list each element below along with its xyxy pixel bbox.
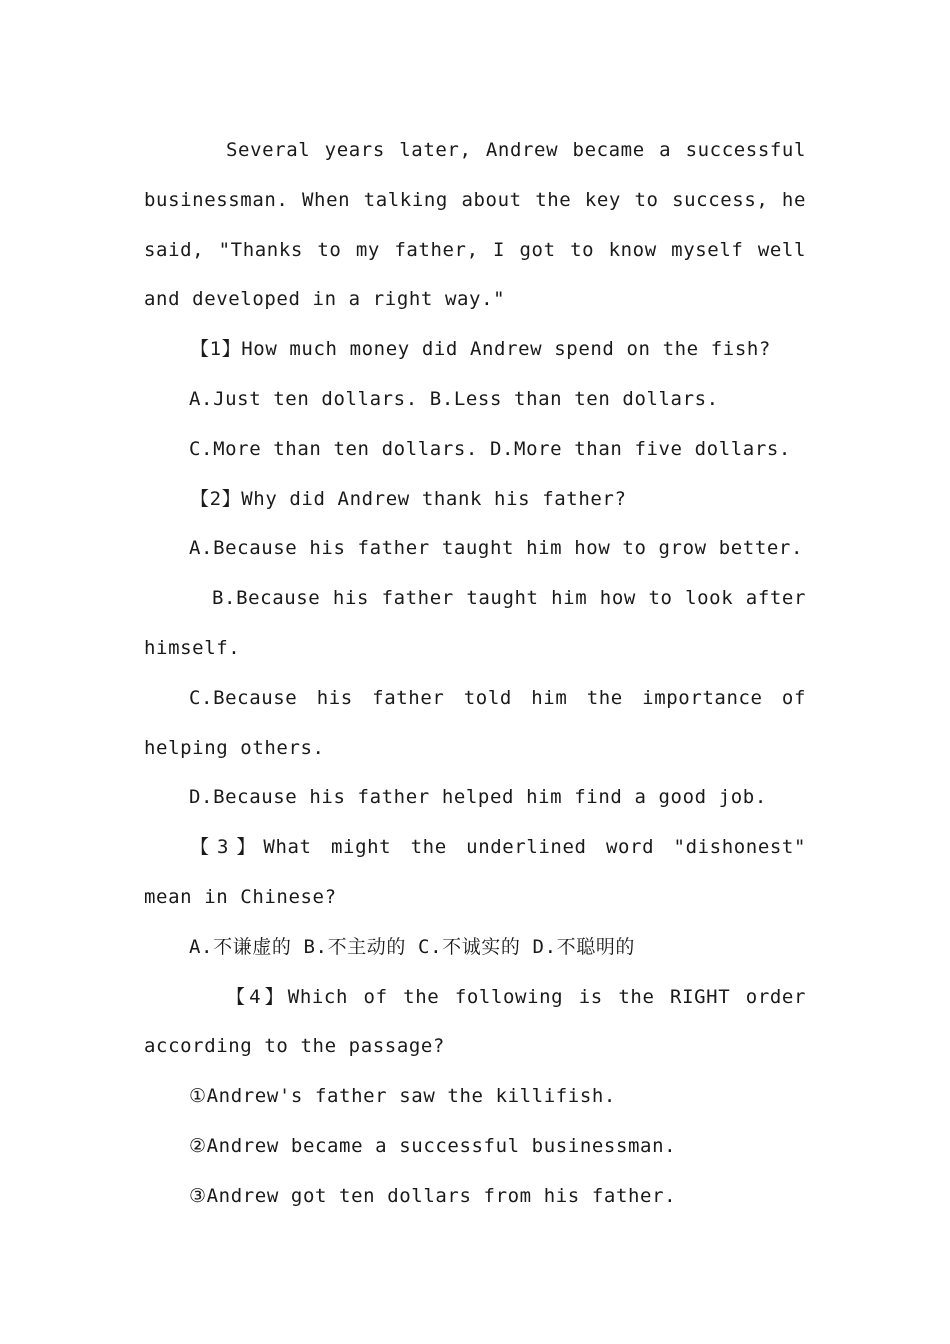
document-body (144, 126, 806, 1222)
question-2-stem: 【2】Why did Andrew thank his father? (190, 487, 627, 510)
question-1-options-cd: C.More than ten dollars. D.More than five dollars. (189, 437, 791, 460)
question-4-stem: 【4】Which of the following is the RIGHT order according to the passage? (144, 985, 806, 1058)
question-4-item-3: ③Andrew got ten dollars from his father. (189, 1184, 677, 1207)
question-2-option-c: C.Because his father told him the importance of helping others. (144, 686, 806, 759)
question-1-options-ab: A.Just ten dollars. B.Less than ten dollars. (189, 387, 719, 410)
question-2-option-d: D.Because his father helped him find a good job. (189, 786, 767, 809)
passage-closing-paragraph: Several years later, Andrew became a successful businessman. When talking about the key to success, he said, "Thanks to my father, I got to know myself well and developed in a right way." (144, 139, 806, 311)
question-1-stem: 【1】How much money did Andrew spend on the fish? (190, 338, 771, 361)
question-4-item-1: ①Andrew's father saw the killifish. (189, 1085, 616, 1108)
question-2-option-b: B.Because his father taught him how to look after himself. (144, 587, 806, 659)
question-2-option-a: A.Because his father taught him how to grow better. (189, 537, 803, 560)
question-3-options: A.不谦虚的 B.不主动的 C.不诚实的 D.不聪明的 (189, 935, 636, 958)
question-3-stem: 【3】What might the underlined word "dishonest" mean in Chinese? (144, 836, 806, 908)
question-4-item-2: ②Andrew became a successful businessman. (189, 1134, 677, 1157)
